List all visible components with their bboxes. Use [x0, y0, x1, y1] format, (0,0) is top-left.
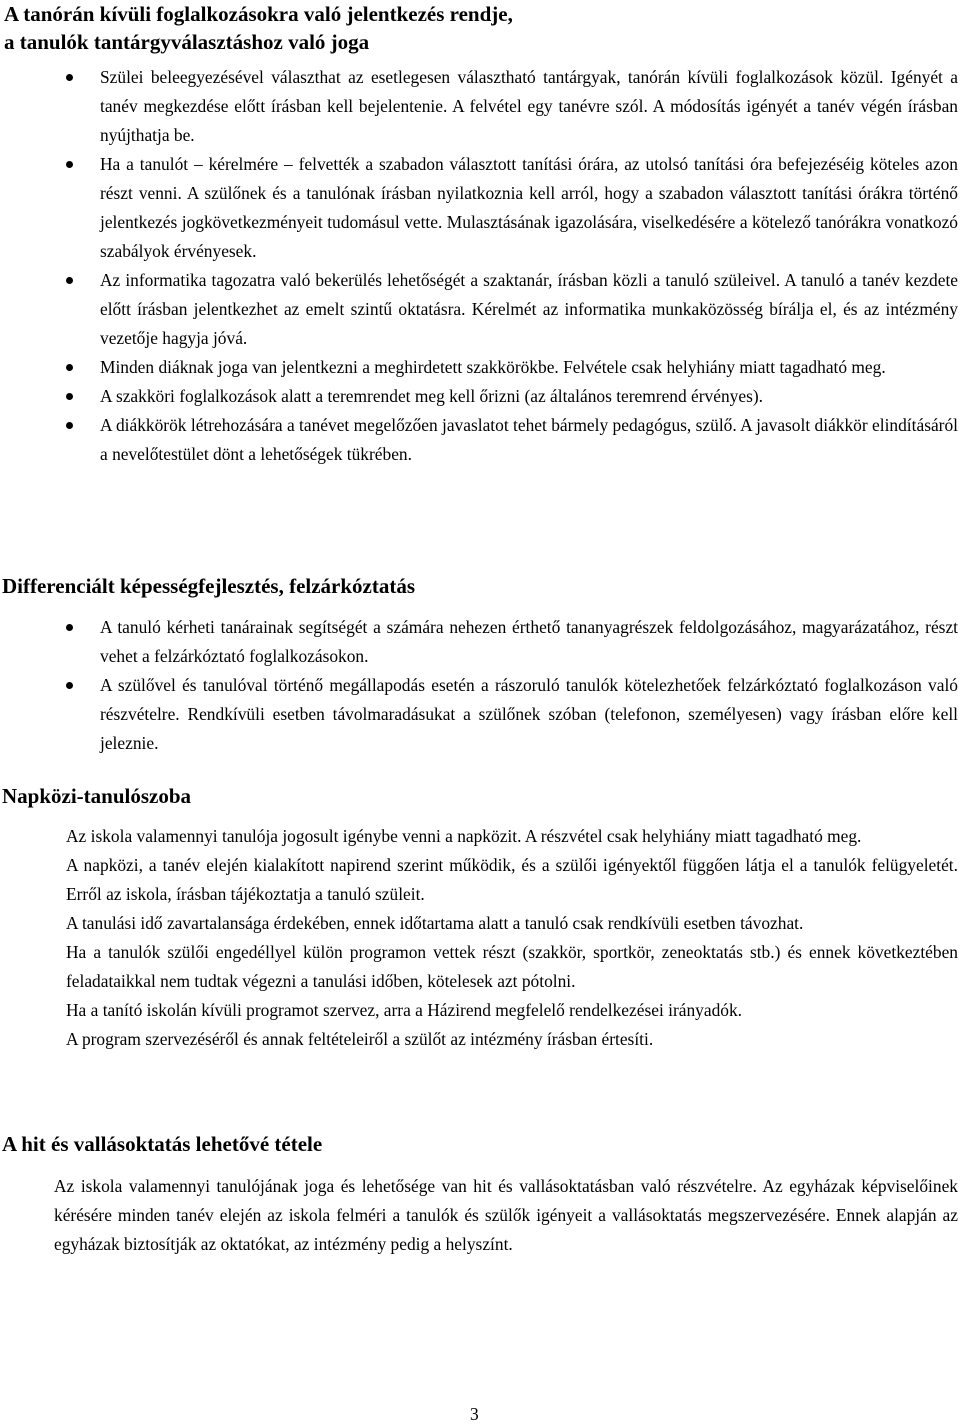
paragraph: A program szervezéséről és annak feltételeiről a szülőt az intézmény írásban értesíti.	[66, 1029, 654, 1049]
bullet-icon	[66, 393, 73, 400]
bullet-icon	[66, 161, 73, 168]
bullet-icon	[66, 74, 73, 81]
list-item: A szülővel és tanulóval történő megállapodás esetén a rászoruló tanulók kötelezhetőek felzárkóztató foglalkozáson való részvételre. Rendkívüli esetben távolmaradásukat a szülőnek szóban (telefonon, személyesen) vagy írásban előre kell jeleznie.	[0, 671, 960, 758]
paragraph: Ha a tanulók szülői engedéllyel külön programon vettek részt (szakkör, sportkör, zeneoktatás stb.) és ennek következtében feladataikkal nem tudtak végezni a tanulási időben, kötelesek azt pótolni.	[66, 942, 958, 991]
bullet-icon	[66, 624, 73, 631]
title-line-2: a tanulók tantárgyválasztáshoz való joga	[4, 30, 370, 54]
section-heading-napkozi: Napközi-tanulószoba	[2, 784, 192, 808]
bullet-icon	[66, 422, 73, 429]
section-heading-differentiation: Differenciált képességfejlesztés, felzárkóztatás	[2, 574, 416, 598]
bullet-icon	[66, 682, 73, 689]
bullet-icon	[66, 277, 73, 284]
paragraph: A napközi, a tanév elején kialakított napirend szerint működik, és a szülői igényektől függően látja el a tanulók felügyeletét. Erről az iskola, írásban tájékoztatja a tanuló szüleit.	[66, 855, 958, 904]
paragraph: A tanulási idő zavartalansága érdekében, ennek időtartama alatt a tanuló csak rendkívüli esetben távozhat.	[66, 913, 804, 933]
paragraph: Az iskola valamennyi tanulója jogosult igénybe venni a napközit. A részvétel csak helyhiány miatt tagadható meg.	[66, 826, 862, 846]
paragraph: Ha a tanító iskolán kívüli programot szervez, arra a Házirend megfelelő rendelkezései irányadók.	[66, 1000, 743, 1020]
list-item: A szakköri foglalkozások alatt a teremrendet meg kell őrizni (az általános teremrend érvényes).	[0, 382, 960, 411]
paragraph: Az iskola valamennyi tanulójának joga és lehetősége van hit és vallásoktatásban való részvételre. Az egyházak képviselőinek kérésére minden tanév elején az iskola felméri a tanulók és szülők igényeit a vallásoktatás megszervezésére. Ennek alapján az egyházak biztosítják az oktatókat, az intézmény pedig a helyszínt.	[54, 1176, 958, 1254]
list-item: A diákkörök létrehozására a tanévet megelőzően javaslatot tehet bármely pedagógus, szülő. A javasolt diákkör elindításáról a nevelőtestület dönt a lehetőségek tükrében.	[0, 411, 960, 469]
list-item: Ha a tanulót – kérelmére – felvették a szabadon választott tanítási órára, az utolsó tanítási óra befejezéséig köteles azon részt venni. A szülőnek és a tanulónak írásban nyilatkoznia kell arról, hogy a szabadon választott tanítási órákra történő jelentkezés jogkövetkezményeit tudomásul vette. Mulasztásának igazolására, viselkedésére a kötelező tanórákra vonatkozó szabályok érvényesek.	[0, 150, 960, 266]
list-item: Az informatika tagozatra való bekerülés lehetőségét a szaktanár, írásban közli a tanuló szüleivel. A tanuló a tanév kezdete előtt írásban jelentkezhet az emelt szintű oktatásra. Kérelmét az informatika munkaközösség bírálja el, és az intézmény vezetője hagyja jóvá.	[0, 266, 960, 353]
religion-paragraphs	[54, 1172, 958, 1259]
napkozi-paragraphs	[66, 822, 958, 1054]
list-item: Minden diáknak joga van jelentkezni a meghirdetett szakkörökbe. Felvétele csak helyhiány miatt tagadható meg.	[0, 353, 960, 382]
page-title	[4, 0, 954, 56]
differentiation-bullet-list	[0, 613, 960, 758]
list-item: A tanuló kérheti tanárainak segítségét a számára nehezen érthető tananyagrészek feldolgozásához, magyarázatához, részt vehet a felzárkóztató foglalkozásokon.	[0, 613, 960, 671]
title-line-1: A tanórán kívüli foglalkozásokra való jelentkezés rendje,	[4, 2, 513, 26]
enrollment-bullet-list	[0, 63, 960, 469]
bullet-icon	[66, 364, 73, 371]
section-heading-religion: A hit és vallásoktatás lehetővé tétele	[2, 1132, 323, 1156]
list-item: Szülei beleegyezésével választhat az esetlegesen választható tantárgyak, tanórán kívüli foglalkozások közül. Igényét a tanév megkezdése előtt írásban kell bejelentenie. A felvétel egy tanévre szól. A módosítás igényét a tanév végén írásban nyújthatja be.	[0, 63, 960, 150]
page-number: 3	[470, 1404, 479, 1424]
